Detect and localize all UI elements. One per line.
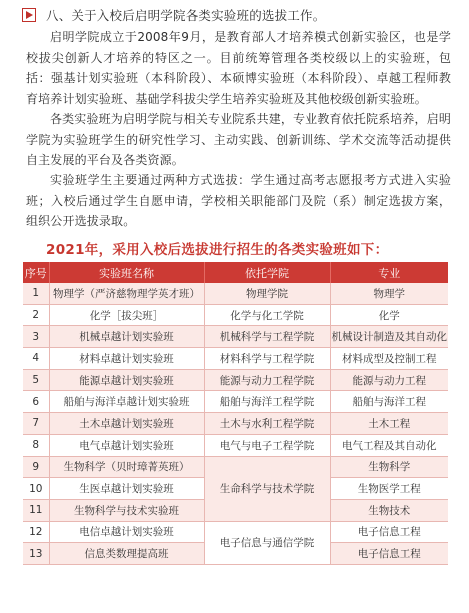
cell-major: 电子信息工程 — [330, 521, 448, 543]
cell-major: 生物科学 — [330, 456, 448, 478]
cell-class-name: 电信卓越计划实验班 — [49, 521, 204, 543]
cell-no: 5 — [23, 369, 49, 391]
cell-college-merged: 电子信息与通信学院 — [204, 521, 330, 564]
table-row — [23, 391, 448, 413]
cell-class-name: 物理学（严济慈物理学英才班） — [49, 283, 204, 304]
cell-college: 电气与电子工程学院 — [204, 434, 330, 456]
table-row — [23, 456, 448, 478]
cell-class-name: 电气卓越计划实验班 — [49, 434, 204, 456]
cell-no: 6 — [23, 391, 49, 413]
cell-class-name: 化学［拔尖班］ — [49, 304, 204, 326]
cell-no: 13 — [23, 543, 49, 565]
table-row — [23, 283, 448, 304]
cell-class-name: 材料卓越计划实验班 — [49, 348, 204, 370]
cell-college-merged: 生命科学与技术学院 — [204, 456, 330, 521]
cell-class-name: 生物科学与技术实验班 — [49, 499, 204, 521]
table-row — [23, 326, 448, 348]
cell-college: 物理学院 — [204, 283, 330, 304]
table-row — [23, 369, 448, 391]
cell-no: 7 — [23, 413, 49, 435]
cell-no: 9 — [23, 456, 49, 478]
paragraph-cooperation: 各类实验班为启明学院与相关专业院系共建，专业教育依托院系培养，启明学院为实验班学生的研究性学习、主动实践、创新训练、学术交流等活动提供自主发展的平台及各类资源。 — [26, 112, 451, 167]
table-title: 2021年，采用入校后选拔进行招生的各类实验班如下： — [46, 242, 389, 258]
cell-class-name: 能源卓越计划实验班 — [49, 369, 204, 391]
cell-no: 2 — [23, 304, 49, 326]
cell-major: 物理学 — [330, 283, 448, 304]
cell-no: 10 — [23, 478, 49, 500]
cell-college: 土木与水利工程学院 — [204, 413, 330, 435]
table-row — [23, 521, 448, 543]
header-college: 依托学院 — [204, 262, 330, 283]
cell-major: 机械设计制造及其自动化 — [330, 326, 448, 348]
cell-class-name: 信息类数理提高班 — [49, 543, 204, 565]
cell-no: 11 — [23, 499, 49, 521]
cell-class-name: 土木卓越计划实验班 — [49, 413, 204, 435]
cell-major: 材料成型及控制工程 — [330, 348, 448, 370]
cell-college: 材料科学与工程学院 — [204, 348, 330, 370]
cell-major: 生物医学工程 — [330, 478, 448, 500]
header-major: 专业 — [330, 262, 448, 283]
cell-no: 12 — [23, 521, 49, 543]
header-no: 序号 — [23, 262, 49, 283]
cell-class-name: 生物科学（贝时璋菁英班） — [49, 456, 204, 478]
cell-class-name: 生医卓越计划实验班 — [49, 478, 204, 500]
cell-major: 电子信息工程 — [330, 543, 448, 565]
section-heading-text: 八、关于入校后启明学院各类实验班的选拔工作。 — [46, 8, 326, 23]
cell-college: 船舶与海洋工程学院 — [204, 391, 330, 413]
cell-major: 土木工程 — [330, 413, 448, 435]
table-row — [23, 413, 448, 435]
cell-no: 3 — [23, 326, 49, 348]
cell-no: 4 — [23, 348, 49, 370]
cell-major: 电气工程及其自动化 — [330, 434, 448, 456]
cell-class-name: 船舶与海洋卓越计划实验班 — [49, 391, 204, 413]
table-row — [23, 304, 448, 326]
section-heading — [22, 6, 325, 24]
experimental-class-table — [23, 262, 448, 565]
table-header-row — [23, 262, 448, 283]
table-row — [23, 348, 448, 370]
cell-college: 能源与动力工程学院 — [204, 369, 330, 391]
table-row — [23, 434, 448, 456]
triangle-bullet-icon — [22, 8, 36, 22]
cell-major: 船舶与海洋工程 — [330, 391, 448, 413]
cell-major: 生物技术 — [330, 499, 448, 521]
paragraph-selection: 实验班学生主要通过两种方式选拔：学生通过高考志愿报考方式进入实验班；入校后通过学生自愿申请，学校相关职能部门及院（系）制定选拔方案，组织公开选拔录取。 — [26, 173, 451, 228]
cell-no: 1 — [23, 283, 49, 304]
cell-no: 8 — [23, 434, 49, 456]
cell-class-name: 机械卓越计划实验班 — [49, 326, 204, 348]
cell-college: 机械科学与工程学院 — [204, 326, 330, 348]
paragraph-intro: 启明学院成立于2008年9月，是教育部人才培养模式创新实验区，也是学校拔尖创新人才培养的特区之一。目前统筹管理各类校级以上的实验班，包括：强基计划实验班（本科阶段）、本硕博实验班（本科阶段）、卓越工程师教育培养计划实验班、基础学科拔尖学生培养实验班及其他校级创新实验班。 — [26, 30, 451, 106]
header-class-name: 实验班名称 — [49, 262, 204, 283]
cell-college: 化学与化工学院 — [204, 304, 330, 326]
cell-major: 化学 — [330, 304, 448, 326]
cell-major: 能源与动力工程 — [330, 369, 448, 391]
